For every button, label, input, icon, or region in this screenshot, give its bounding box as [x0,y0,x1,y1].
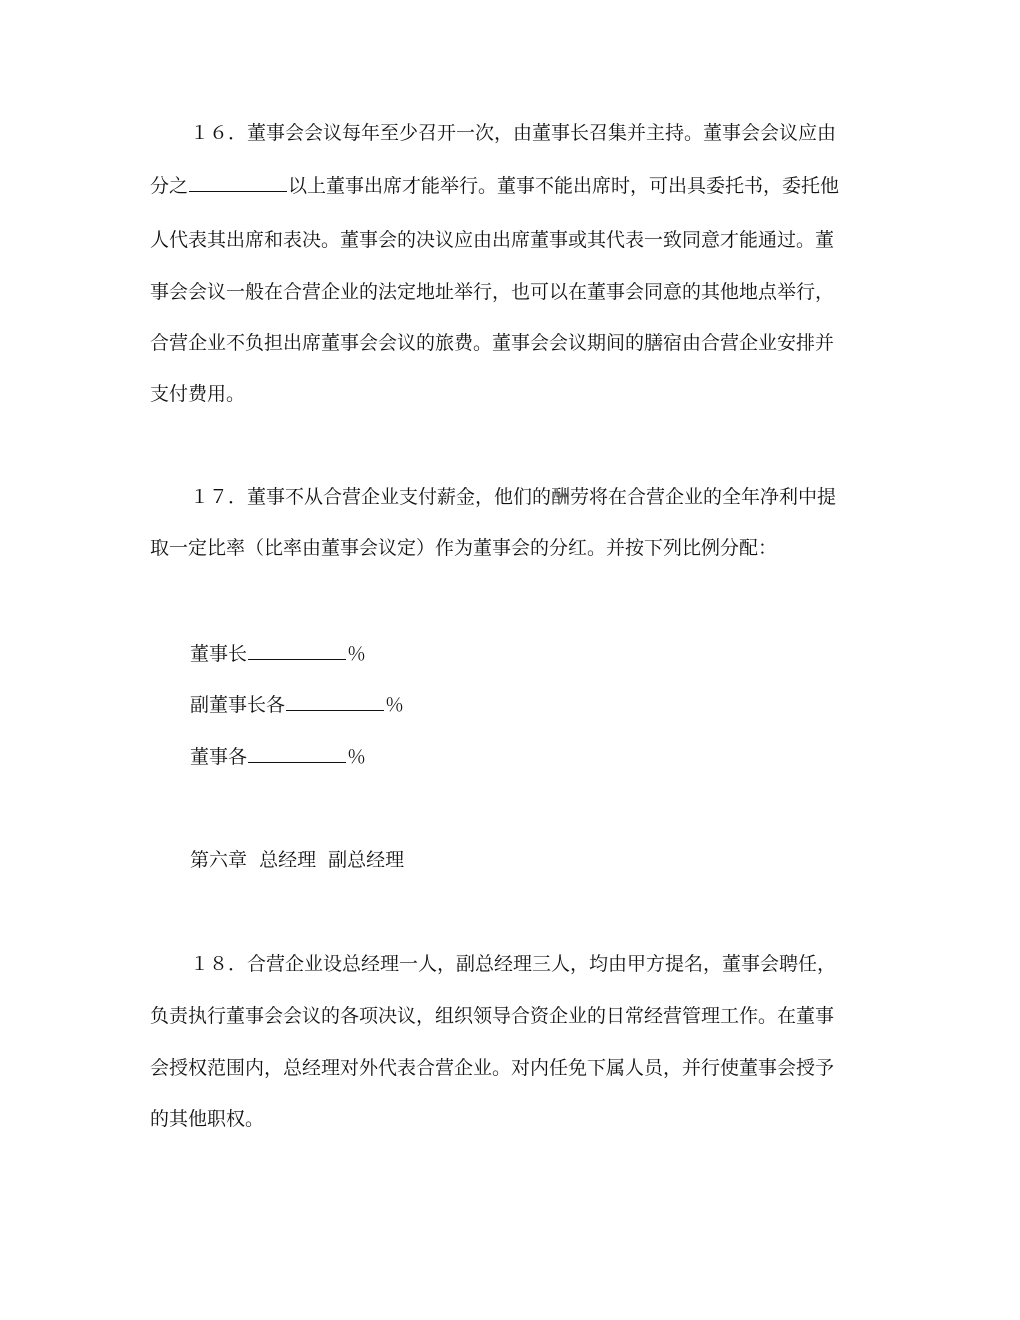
clause-16-line-3: 人代表其出席和表决。董事会的决议应由出席董事或其代表一致同意才能通过。董 [150,229,835,251]
percent-sign: ％ [385,694,405,716]
clause-16-line-2-start: 分之 [150,175,189,197]
percent-blank [248,641,346,660]
clause-16-line-2 [150,173,839,197]
percent-sign: ％ [347,643,367,665]
distribution-row-director [190,744,366,768]
distribution-label: 董事长 [190,643,248,665]
distribution-row-chairman [190,641,366,665]
clause-18-line-4: 的其他职权。 [150,1108,265,1130]
clause-16-line-4: 事会会议一般在合营企业的法定地址举行，也可以在董事会同意的其他地点举行， [150,281,835,303]
chapter-6-heading: 第六章 总经理 副总经理 [190,849,405,871]
percent-blank [286,692,384,711]
clause-16-line-1: １６．董事会会议每年至少召开一次，由董事长召集并主持。董事会会议应由 [190,122,837,144]
distribution-label: 董事各 [190,746,248,768]
percent-sign: ％ [347,746,367,768]
clause-16-line-5: 合营企业不负担出席董事会会议的旅费。董事会会议期间的膳宿由合营企业安排并 [150,332,835,354]
clause-16-line-2-end: 以上董事出席才能举行。董事不能出席时，可出具委托书，委托他 [288,175,840,197]
clause-18-line-1: １８．合营企业设总经理一人，副总经理三人，均由甲方提名，董事会聘任， [190,953,837,975]
clause-17-line-1: １７．董事不从合营企业支付薪金，他们的酬劳将在合营企业的全年净利中提 [190,486,837,508]
clause-18-line-2: 负责执行董事会会议的各项决议，组织领导合资企业的日常经营管理工作。在董事 [150,1005,835,1027]
distribution-row-vice-chairman [190,692,404,716]
percent-blank [248,744,346,763]
distribution-label: 副董事长各 [190,694,286,716]
fill-in-blank [189,173,287,192]
clause-18-line-3: 会授权范围内，总经理对外代表合营企业。对内任免下属人员，并行使董事会授予 [150,1057,835,1079]
clause-17-line-2: 取一定比率（比率由董事会议定）作为董事会的分红。并按下列比例分配： [150,537,778,559]
clause-16-line-6: 支付费用。 [150,383,246,405]
